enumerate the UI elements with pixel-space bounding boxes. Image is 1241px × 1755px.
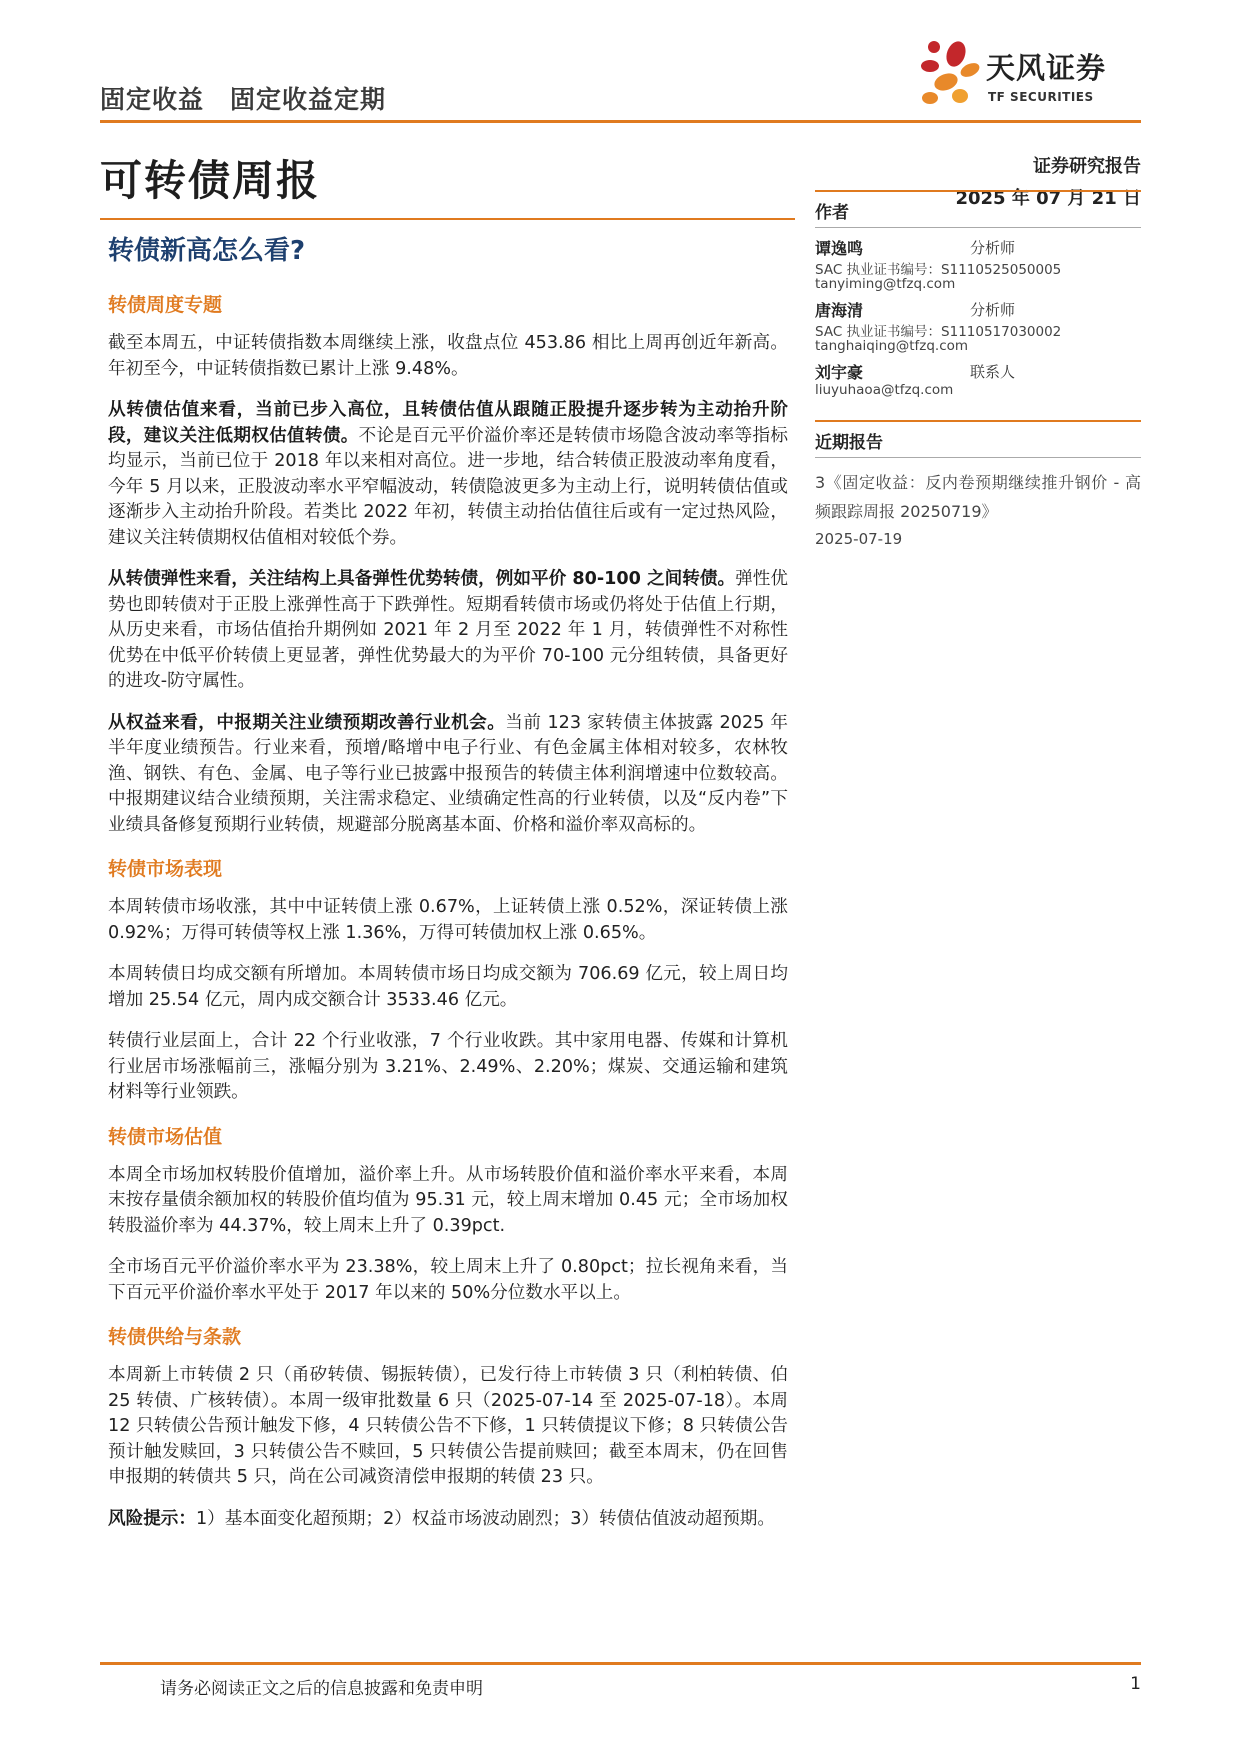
author-name: 唐海清: [815, 301, 864, 320]
logo-mark-icon: [920, 40, 982, 106]
section-title-weekly-topic: 转债周度专题: [108, 294, 223, 316]
paragraph: 本周新上市转债 2 只（甬矽转债、锡振转债），已发行待上市转债 3 只（利柏转债、伯 25 转债、广核转债）。本周一级审批数量 6 只（2025-07-14 至 2025-07-18）。本周 12 只转债公告预计触发下修，4 只转债公告不下修，1 只转债提议下修；8 只转债公告预计触发赎回，3 只转债公告不赎回，5 只转债公告提前赎回；截至本周末，仍在回售申报期的转债共 5 只，尚在公司减资清偿申报期的转债 23 只。: [108, 1365, 788, 1487]
report-title: 可转债周报: [100, 156, 321, 205]
recent-reports-divider: [815, 457, 1141, 458]
paragraph: [108, 567, 788, 695]
recent-report-link[interactable]: 3《固定收益：反内卷预期继续推升钢价 - 高频跟踪周报 20250719》: [815, 473, 1141, 521]
author-email[interactable]: tanyiming@tfzq.com: [815, 276, 956, 292]
author-email[interactable]: tanghaiqing@tfzq.com: [815, 338, 969, 354]
page-number: 1: [1130, 1674, 1141, 1694]
logo-subtitle: TF SECURITIES: [988, 90, 1094, 104]
author-cert: SAC 执业证书编号：S1110517030002: [815, 324, 1062, 340]
author-name: 谭逸鸣: [815, 239, 864, 258]
authors-divider: [815, 227, 1141, 228]
author-role: 分析师: [970, 301, 1016, 319]
section-title-supply-terms: 转债供给与条款: [108, 1326, 242, 1348]
paragraph-lead: 从权益来看，中报期关注业绩预期改善行业机会。: [108, 712, 506, 733]
company-logo: [920, 40, 1150, 110]
category-fixed-income-periodic: 固定收益定期: [230, 85, 387, 114]
recent-reports-heading: 近期报告: [815, 420, 1141, 457]
section-title-market-performance: 转债市场表现: [108, 858, 223, 880]
paragraph-lead: 从转债估值来看，当前已步入高位，且转债估值从跟随正股提升逐步转为主动抬升阶段，建议关注低期权估值转债。: [108, 400, 788, 446]
paragraph: [108, 711, 788, 839]
paragraph-body: 不论是百元平价溢价率还是转债市场隐含波动率等指标均显示，当前已位于 2018 年以来相对高位。进一步地，结合转债正股波动率角度看，今年 5 月以来，正股波动率水平窄幅波动，转债隐波更多为主动上行，说明转债估值或逐渐步入主动抬升阶段。若类比 2022 年初，转债主动抬估值往后或有一定过热风险，建议关注转债期权估值相对较低个券。: [108, 425, 788, 548]
author-name: 刘宇豪: [815, 363, 864, 382]
footer-disclaimer: 请务必阅读正文之后的信息披露和免责申明: [160, 1679, 483, 1699]
report-type: 证券研究报告: [1033, 156, 1141, 177]
paragraph: 本周转债日均成交额有所增加。本周转债市场日均成交额为 706.69 亿元，较上周日均增加 25.54 亿元，周内成交额合计 3533.46 亿元。: [108, 964, 788, 1010]
risk-warning-body: 1）基本面变化超预期；2）权益市场波动剧烈；3）转债估值波动超预期。: [195, 1508, 775, 1529]
risk-warning: [108, 1507, 788, 1533]
category-fixed-income: 固定收益: [100, 85, 205, 114]
authors-heading: 作者: [815, 190, 1141, 227]
author-card: [815, 234, 1141, 296]
paragraph: 本周全市场加权转股价值增加，溢价率上升。从市场转股价值和溢价率水平来看，本周末按存量债余额加权的转股价值均值为 95.31 元，较上周末增加 0.45 元；全市场加权转股溢价率为 44.37%，较上周末上升了 0.39pct.: [108, 1164, 788, 1236]
paragraph: 转债行业层面上，合计 22 个行业收涨，7 个行业收跌。其中家用电器、传媒和计算机行业居市场涨幅前三，涨幅分别为 3.21%、2.49%、2.20%；煤炭、交通运输和建筑材料等行业领跌。: [108, 1031, 788, 1102]
paragraph-lead: 从转债弹性来看，关注结构上具备弹性优势转债，例如平价 80-100 之间转债。: [108, 569, 736, 589]
paragraph: 全市场百元平价溢价率水平为 23.38%，较上周末上升了 0.80pct；拉长视角来看，当下百元平价溢价率水平处于 2017 年以来的 50%分位数水平以上。: [108, 1257, 788, 1303]
sidebar: [815, 190, 1141, 548]
main-content: [108, 290, 788, 1548]
author-card: [815, 358, 1141, 406]
paragraph: [108, 398, 788, 551]
section-title-market-valuation: 转债市场估值: [108, 1125, 223, 1148]
author-role: 分析师: [970, 239, 1016, 257]
paragraph: 本周转债市场收涨，其中中证转债上涨 0.67%，上证转债上涨 0.52%，深证转债上涨 0.92%；万得可转债等权上涨 1.36%，万得可转债加权上涨 0.65%。: [108, 897, 788, 943]
header-categories: [100, 80, 412, 116]
report-date: 2025 年 07 月 21 日: [955, 188, 1141, 209]
author-role: 联系人: [970, 363, 1016, 381]
author-cert: SAC 执业证书编号：S1110525050005: [815, 262, 1062, 278]
subtitle-divider: [100, 218, 795, 220]
footer-divider: [100, 1662, 1141, 1665]
paragraph-body: 弹性优势也即转债对于正股上涨弹性高于下跌弹性。短期看转债市场或仍将处于估值上行期，从历史来看，市场估值抬升期例如 2021 年 2 月至 2022 年 1 月，转债弹性不对称性优势在中低平价转债上更显著，弹性优势最大的为平价 70-100 元分组转债，具备更好的进攻-防守属性。: [108, 569, 788, 691]
risk-warning-label: 风险提示：: [108, 1508, 196, 1529]
logo-name: 天风证券: [986, 51, 1107, 85]
author-email[interactable]: liuyuhaoa@tfzq.com: [815, 382, 954, 398]
paragraph-body: 当前 123 家转债主体披露 2025 年半年度业绩预告。行业来看，预增/略增中电子行业、有色金属主体相对较多，农林牧渔、钢铁、有色、金属、电子等行业已披露中报预告的转债主体利润增速中位数较高。中报期建议结合业绩预期，关注需求稳定、业绩确定性高的行业转债，以及“反内卷”下业绩具备修复预期行业转债，规避部分脱离基本面、价格和溢价率双高标的。: [108, 712, 788, 835]
paragraph: 截至本周五，中证转债指数本周继续上涨，收盘点位 453.86 相比上周再创近年新高。年初至今，中证转债指数已累计上涨 9.48%。: [108, 333, 788, 379]
report-subtitle: 转债新高怎么看?: [108, 236, 306, 266]
header-divider: [100, 120, 1141, 123]
author-card: [815, 296, 1141, 358]
recent-report-date: 2025-07-19: [815, 530, 903, 548]
